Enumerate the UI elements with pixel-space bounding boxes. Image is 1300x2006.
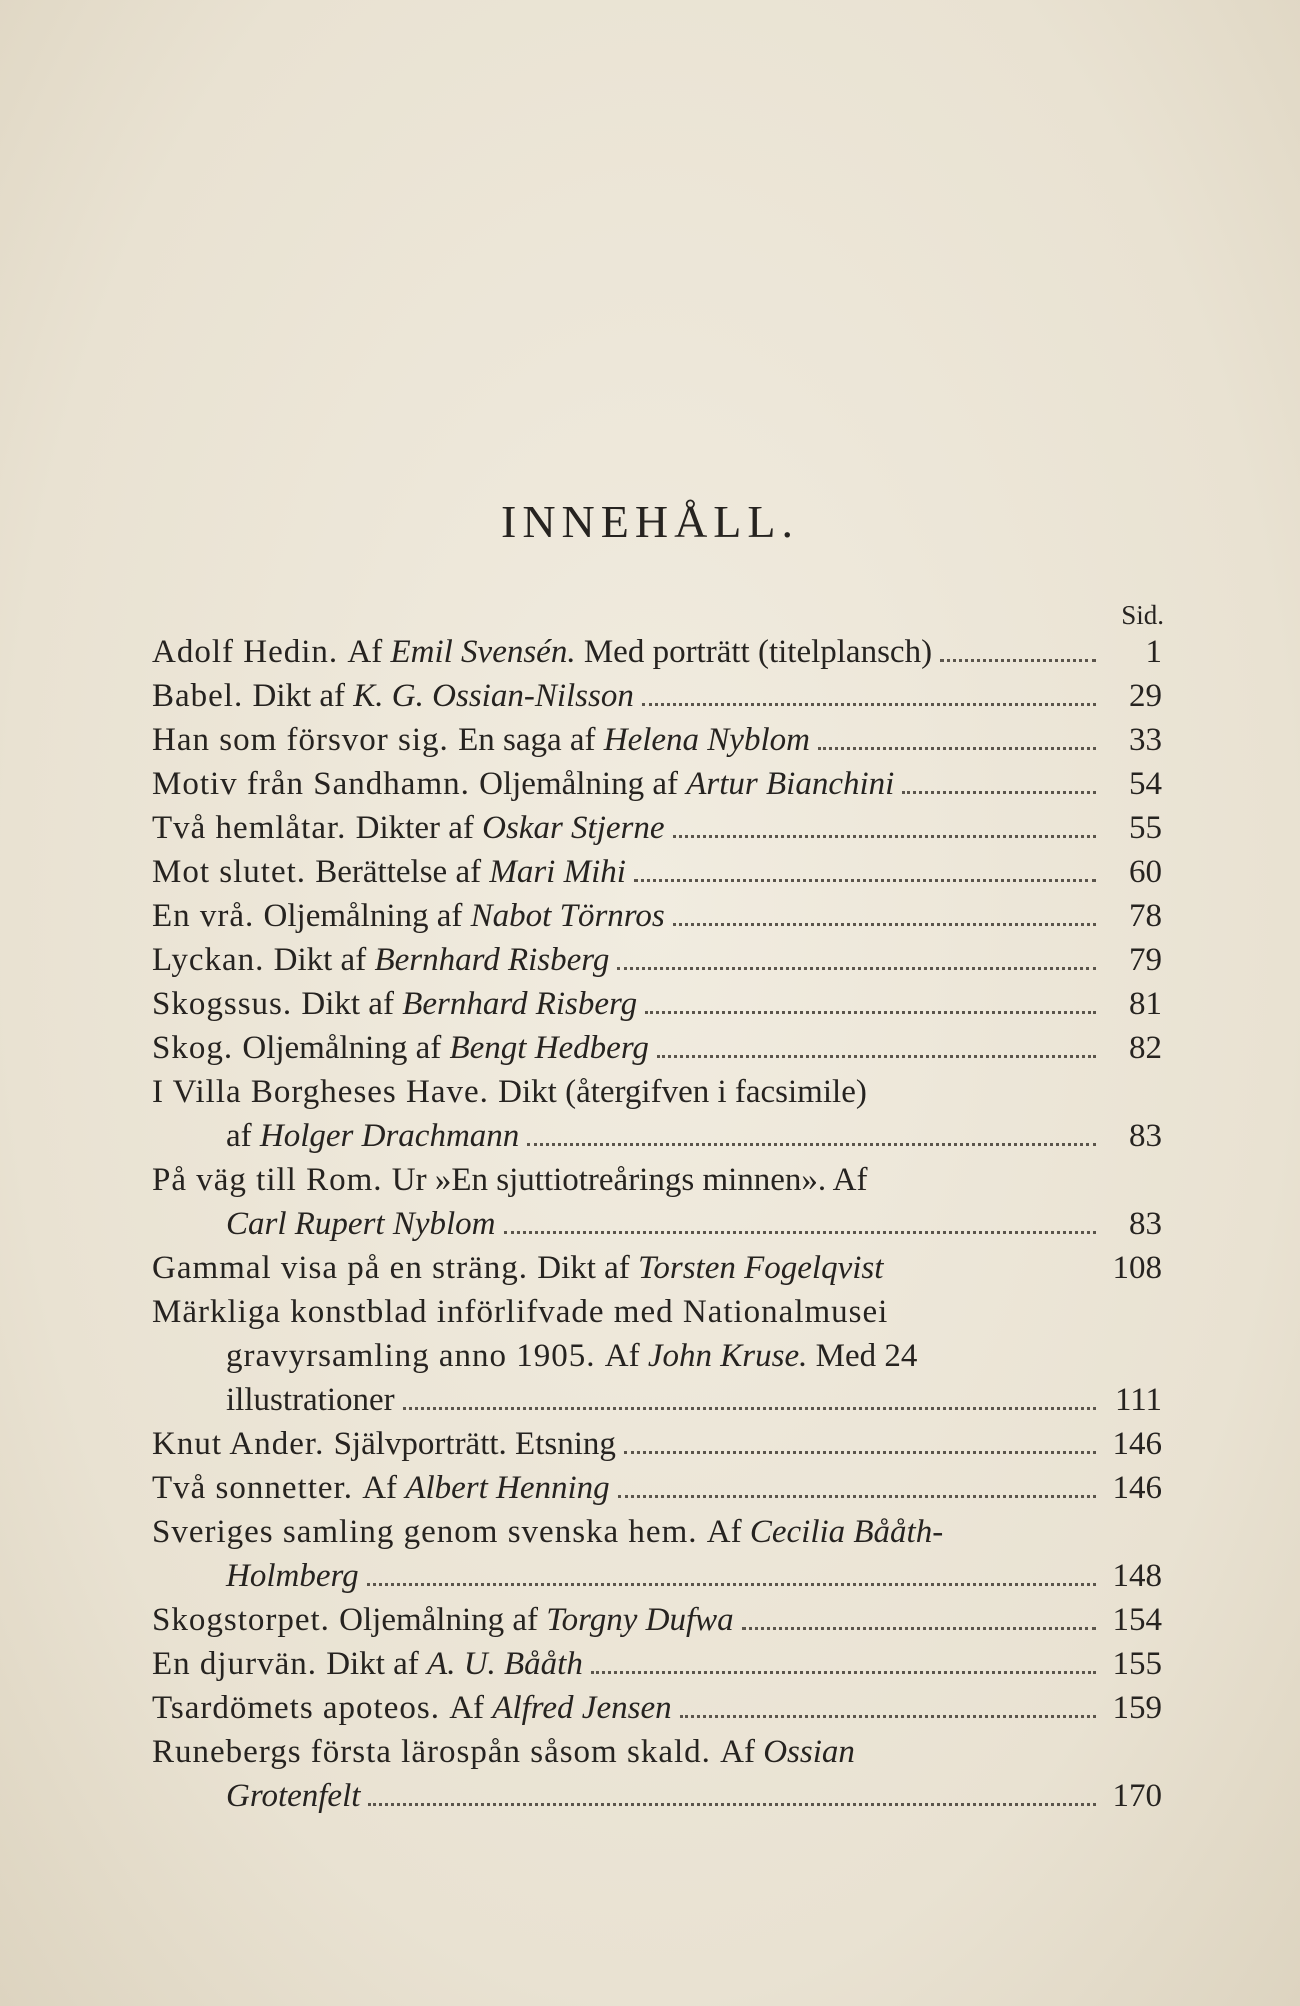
dot-leader: [527, 1124, 1096, 1146]
toc-author: Albert Henning: [405, 1470, 610, 1506]
toc-entry-line: [152, 1118, 1162, 1162]
toc-author: Emil Svensén.: [390, 634, 576, 670]
toc-title: Två sonnetter.: [152, 1470, 363, 1506]
page-number: 55: [1129, 810, 1162, 846]
toc-entry-line: [152, 1206, 1162, 1250]
toc-entry-line: [152, 1690, 1162, 1734]
toc-title: Runebergs första lärospån såsom skald.: [152, 1734, 721, 1770]
toc-text: Med porträtt (titelplansch): [575, 634, 933, 670]
toc-author: Bengt Hedberg: [449, 1030, 649, 1066]
toc-author: Alfred Jensen: [492, 1690, 672, 1726]
toc-author: Ossian: [763, 1734, 855, 1770]
toc-author: Artur Bianchini: [686, 766, 895, 802]
toc-text: Dikt af: [252, 678, 354, 714]
toc-author: Bernhard Risberg: [374, 942, 610, 978]
dot-leader: [591, 1652, 1096, 1674]
toc-entry-line: [152, 1426, 1162, 1470]
toc-title: I Villa Borgheses Have.: [152, 1074, 499, 1110]
toc-entry-line: [152, 854, 1162, 898]
toc-text: Dikt (återgifven i facsimile): [498, 1074, 867, 1110]
page-number: 81: [1129, 986, 1162, 1022]
toc-entry-line: [152, 1602, 1162, 1646]
toc-entry-line: [152, 1294, 1162, 1338]
page-number: 111: [1114, 1382, 1162, 1418]
toc-title: Skogstorpet.: [152, 1602, 340, 1638]
dot-leader: [617, 948, 1096, 970]
toc-title: Motiv från Sandhamn.: [152, 766, 480, 802]
page-number: 159: [1112, 1690, 1162, 1726]
toc-entry-line: [152, 810, 1162, 854]
toc-text: Ur »En sjuttiotreårings minnen». Af: [391, 1162, 868, 1198]
toc-entry-line: [152, 1734, 1162, 1778]
dot-leader: [673, 904, 1096, 926]
page-number: 54: [1129, 766, 1162, 802]
toc-entry-line: [152, 1074, 1162, 1118]
toc-author: Helena Nyblom: [603, 722, 810, 758]
toc-entry-line: [152, 766, 1162, 810]
toc-title: Två hemlåtar.: [152, 810, 356, 846]
page-number: 155: [1112, 1646, 1162, 1682]
toc-entry-line: [152, 1778, 1162, 1822]
toc-title: Mot slutet.: [152, 854, 316, 890]
toc-title: Adolf Hedin.: [152, 634, 348, 670]
toc-text: Af: [706, 1514, 750, 1550]
dot-leader: [368, 1784, 1096, 1806]
toc-entry-line: [152, 1250, 1162, 1294]
toc-text: illustrationer: [226, 1382, 395, 1418]
page-number: 83: [1129, 1206, 1162, 1242]
toc-title: Lyckan.: [152, 942, 274, 978]
page-number: 148: [1112, 1558, 1162, 1594]
toc-text: af: [226, 1118, 260, 1154]
toc-entry-line: [152, 634, 1162, 678]
toc-entry-line: [152, 678, 1162, 722]
page-number: 146: [1112, 1426, 1162, 1462]
toc-author: Torgny Dufwa: [546, 1602, 734, 1638]
dot-leader: [618, 1476, 1096, 1498]
toc-text: En saga af: [458, 722, 604, 758]
toc-author: Nabot Törnros: [470, 898, 665, 934]
toc-text: Självporträtt. Etsning: [333, 1426, 616, 1462]
dot-leader: [818, 728, 1096, 750]
toc-text: Berättelse af: [315, 854, 490, 890]
page-number: 146: [1112, 1470, 1162, 1506]
toc-author: Oskar Stjerne: [482, 810, 665, 846]
toc-entry-line: [152, 898, 1162, 942]
toc-text: Af: [449, 1690, 493, 1726]
page-number: 78: [1129, 898, 1162, 934]
toc-author: Holger Drachmann: [259, 1118, 520, 1154]
toc-title: gravyrsamling anno 1905.: [226, 1338, 605, 1374]
toc-text: Oljemålning af: [339, 1602, 547, 1638]
page-number: 60: [1129, 854, 1162, 890]
toc-text: Oljemålning af: [242, 1030, 450, 1066]
page-number: 29: [1129, 678, 1162, 714]
toc-text: Dikt af: [273, 942, 375, 978]
toc-text: Dikt af: [326, 1646, 428, 1682]
toc-entry-line: [152, 942, 1162, 986]
toc-title: På väg till Rom.: [152, 1162, 392, 1198]
toc-entry-line: [152, 1382, 1162, 1426]
dot-leader: [673, 816, 1096, 838]
toc-text: Af: [347, 634, 391, 670]
toc-text: Af: [720, 1734, 764, 1770]
dot-leader: [624, 1432, 1096, 1454]
toc-author: Torsten Fogelqvist: [638, 1250, 884, 1286]
toc-entry-line: [152, 722, 1162, 766]
toc-text: Dikter af: [355, 810, 483, 846]
toc-text: Af: [362, 1470, 406, 1506]
page-number: 79: [1129, 942, 1162, 978]
dot-leader: [504, 1212, 1097, 1234]
toc-author: Grotenfelt: [226, 1778, 361, 1814]
page-column-header: Sid.: [1121, 600, 1164, 630]
dot-leader: [902, 772, 1096, 794]
toc-title: Tsardömets apoteos.: [152, 1690, 450, 1726]
dot-leader: [657, 1036, 1096, 1058]
toc-author: John Kruse.: [647, 1338, 808, 1374]
toc-entry-line: [152, 1646, 1162, 1690]
dot-leader: [642, 684, 1096, 706]
dot-leader: [645, 992, 1096, 1014]
page-number: 1: [1145, 634, 1162, 670]
toc-entry-line: [152, 986, 1162, 1030]
dot-leader: [634, 860, 1096, 882]
toc-author: Cecilia Bååth-: [749, 1514, 944, 1550]
toc-author: Holmberg: [226, 1558, 359, 1594]
toc-text: Med 24: [807, 1338, 918, 1374]
toc-text: Af: [604, 1338, 648, 1374]
dot-leader: [742, 1608, 1096, 1630]
toc-entry-line: [152, 1030, 1162, 1074]
toc-text: Dikt af: [537, 1250, 639, 1286]
toc-author: Carl Rupert Nyblom: [226, 1206, 496, 1242]
page-number: 33: [1129, 722, 1162, 758]
page-number: 154: [1112, 1602, 1162, 1638]
toc-title: Knut Ander.: [152, 1426, 334, 1462]
toc-title: Skog.: [152, 1030, 243, 1066]
dot-leader: [680, 1696, 1096, 1718]
toc-title: Gammal visa på en sträng.: [152, 1250, 538, 1286]
toc-author: K. G. Ossian-Nilsson: [353, 678, 634, 714]
toc-text: Oljemålning af: [479, 766, 687, 802]
toc-title: Han som försvor sig.: [152, 722, 459, 758]
toc-title: En djurvän.: [152, 1646, 327, 1682]
page-number: 170: [1112, 1778, 1162, 1814]
page-number: 108: [1112, 1250, 1162, 1286]
table-of-contents: [152, 634, 1162, 1822]
toc-author: Mari Mihi: [489, 854, 626, 890]
toc-title: Märkliga konstblad införlifvade med Nationalmusei: [152, 1294, 889, 1330]
toc-entry-line: [152, 1558, 1162, 1602]
toc-entry-line: [152, 1338, 1162, 1382]
toc-entry-line: [152, 1514, 1162, 1558]
toc-title: Skogssus.: [152, 986, 302, 1022]
toc-title: En vrå.: [152, 898, 264, 934]
toc-author: A. U. Bååth: [427, 1646, 583, 1682]
page-title: INNEHÅLL.: [501, 496, 799, 547]
page-number: 83: [1129, 1118, 1162, 1154]
dot-leader: [367, 1564, 1096, 1586]
toc-entry-line: [152, 1470, 1162, 1514]
toc-text: Oljemålning af: [263, 898, 471, 934]
toc-title: Sveriges samling genom svenska hem.: [152, 1514, 707, 1550]
page-number: 82: [1129, 1030, 1162, 1066]
toc-entry-line: [152, 1162, 1162, 1206]
toc-text: Dikt af: [301, 986, 403, 1022]
toc-title: Babel.: [152, 678, 253, 714]
dot-leader: [940, 640, 1096, 662]
toc-author: Bernhard Risberg: [402, 986, 638, 1022]
dot-leader: [403, 1388, 1096, 1410]
